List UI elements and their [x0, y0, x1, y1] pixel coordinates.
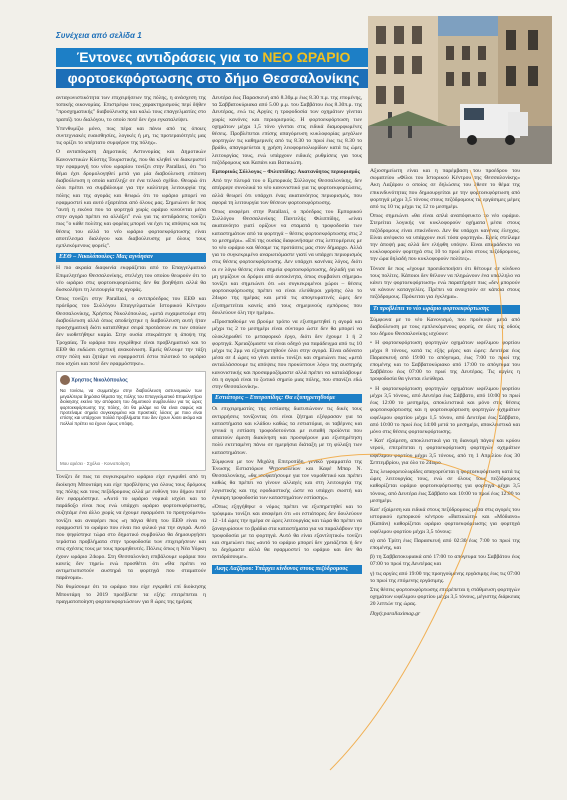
paragraph: Αξιοσημείωτη είναι και η παρέμβαση του προέδρου του σωματείου «Φίλοι του Ιστορικού Κέντρου της Θεσσαλονίκης» Ακη Λαζάρου ο οποίος σε δηλώσεις του έθεσε το θέμα της επικινδυνότητας που δημιουργείται με την φορτοεκφόρτωση από φορτηγά μέχρι 3,5 τόνους στους πεζόδρομους τις εργάσιμες μέρες από τις 10 τις μέχρι τις 12 το μεσημέρι.: [370, 168, 520, 211]
paragraph: ανταγωνιστικότητα των επιχειρήσεων της πόλης, η ανάσχεση της τοπικής οικονομίας. Επιστρέφω τους χαρακτηρισμούς περί δήθεν "προσχηματικής" διαβούλευσης και καλώ τους επαγγελματίες στο τραπέζι του διαλόγου, το οποίο ποτέ δεν έχω εγκαταλείψει.: [56, 95, 206, 123]
post-reactions: Μου αρέσει · Σχόλιο · Κοινοποίηση: [60, 461, 130, 467]
paragraph: Οι επιχειρηματίες της εστίασης διατυπώνουν τις δικές τους αντιρρήσεις τονίζοντας ότι είναι ζήτημα εξέφρασαν για τα καταστήματα και κλάδου καθώς τα εστιατόρια, οι ταβέρνες και γενικά η εστίαση τροφοδοτούνται με ευπαθή προϊόντα που απαιτούν άμεση διακίνηση και προσφέρουν μια εξυπηρέτηση πολύ εκτεταμένη πάνω σε ημερήσια διάταξη με τη φύλαξη των καταστημάτων.: [212, 406, 362, 456]
continuation-note: Συνέχεια από σελίδα 1: [56, 31, 142, 40]
paragraph: Η πιο ακραία διαφωνία εκφράζεται από το Επαγγελματικό Επιμελητήριο Θεσσαλονίκης, στελέχη του οποίου θεωρούν ότι το νέο ωράριο στις φορτοεκφορτώσεις δεν θα βοηθήσει αλλά θα δυσκολέψει τη λειτουργία της αγοράς.: [56, 265, 206, 294]
subheading: Ακης Λαζάρου: Υπάρχει κίνδυνος στους πεζόδρομους: [212, 565, 362, 574]
paragraph: • Η φορτοεκφόρτωση φορτηγών οχημάτων ωφέλιμου φορτίου μέχρι 8 τόνους, κατά τις εξής μέρες και ώρες: Δευτέρα έως Παρασκευή από 19:00 το απόγευμα, έως 7:00 το πρωί της επομένης και το Σαββατοκύριακο από 17:00 το απόγευμα του Σαββάτου έως 07:00 το πρωί της Δευτέρας. Τις αργίες η τροφοδοσία θα γίνεται ελεύθερα.: [370, 340, 520, 383]
paragraph: • Κατ' εξαίρεση, αποκλειστικά για τη διανομή πάγου και κρύου νερού, επιτρέπεται η φορτοεκφόρτωση φορτηγών οχημάτων ωφέλιμου φορτίου μέχρι 3,5 τόνους, από τη 1 Απριλίου έως 30 Σεπτεμβρίου, για όλο το 24ωρο.: [370, 438, 520, 466]
paragraph: γ) τις αργίες από 19:00 της προηγούμενης εργάσιμης έως τις 07:00 το πρωί της επόμενης εργάσιμης.: [370, 570, 520, 584]
source-credit: Πηγή:parallaximag.gr: [370, 610, 421, 617]
paragraph: Στις λεωφορειολωρίδες απαγορεύεται η φορτοεκφόρτωση κατά τις ώρες λειτουργίας τους, ενώ σε όλους τους πεζόδρομους καθορίζεται ωράριο φορτοεκφόρτωσης για φορτηγά μέχρι 3,5 τόνους, από Δευτέρα έως Σάββατο και 10:00 το πρωί έως 12:00 το μεσημέρι.: [370, 468, 520, 504]
paragraph: Τονίζει δε πως τα συγκεκριμένο ωράριο είχε εγκριθεί από τη διοίκηση Μπουτάρη και είχε προβλέψεις για όλους τους δρόμους της πόλης και τους πεζόδρομους αλλά με ευθύνη του δήμου ποτέ δεν εφαρμόστηκε. «Αυτό το ωράριο νομικά ισχύει και το παράδοξο είναι πως ενώ υπάρχει ωράριο φορτοεκφόρτωσης, συζητάμε ένα άλλο χωρίς να έχουμε εφαρμόσει το προηγούμενο» τονίζει και αναφέρει πως «η πάγια θέση του ΕΕΘ είναι να εφαρμοστεί το ωράριο που είναι πιο φιλικό για την αγορά. Αυτό που ψηφίστηκε τώρα στο δημοτικό συμβούλιο θα δημιουργήσει τεράστια προβλήματα στην τροφοδοσία των επιχειρήσεων και στις σχέσεις τους με τους προμηθευτές. Πόλεις όπως η Νέα Υόρκη έχουν ωράριο 24ωρο. Στη Θεσσαλονίκη επιβάλουμε ωράρια που κανείς δεν τηρεί» ενώ προσθέτει ότι «Θα πρέπει να αντιμετωπιστούν αυστηρά τα φορτηγά που σταματούν παράνομα».: [56, 474, 206, 582]
subheading: Εστιάτορες – Επιτροπίδης: Θα εξυπηρετηθούμε: [212, 394, 362, 403]
post-author: Χρηστος Νικολόπουλος: [71, 377, 128, 384]
paragraph: • Η φορτοεκφόρτωση φορτηγών οχημάτων ωφέλιμου φορτίου μέχρι 3,5 τόνους, από Δευτέρα έως Σάββατο, από 10:00 το πρωί έως 12:00 το μεσημέρι, αποκλειστικά και μόνο στις θέσεις φορτοεκφόρτωσης και η φορτοεκφόρτωση φορτηγών οχημάτων ωφέλιμου φορτίου μέχρι 1,5 τόνου, από Δευτέρα έως Σάββατο, από 10:00 το πρωί έως 14:00 μετά το μεσημέρι, αποκλειστικά και μόνο στις θέσεις φορτοεκφόρτωσης.: [370, 385, 520, 435]
paragraph: Δευτέρα έως Παρασκευή από 8.30μ.μ έως 8.30 π.μ. της επομένης, τα Σαββατοκύριακα από 5.00 μ.μ. του Σαββάτου έως 8.30π.μ. της Δευτέρας, ενώ τις Αργίες η τροφοδοσία των οχημάτων γίνεται χωρίς κανόνες και περιορισμούς. Η φορτοεκφόρτωση των οχημάτων μέχρι 1,5 τόνο γίνεται στις ειδικά διαμορφωμένες θέσεις. Προβλέπεται επίσης απαγόρευση κυκλοφορίας μεγάλων φορτηγών τις καθημερινές από τις 8.30 το πρωί έως τις 8.30 το βράδυ, απαγορεύεται η χρήση λεωφορειολωρίδων κατά τις ώρες λειτουργίας τους, ενώ υπάρχουν ειδικές ρυθμίσεις για τους πεζόδρομους και Καπάνι και Βατικιώτη.: [212, 95, 362, 166]
post-text: Να τονίσω, να συμμετέχω στην διαβούλευση αστυνομικών των μεγαλύτερα δημόσια θέματα της πόλης του Επαγγελματικό Επιμελητήριο διοίκησης εκείνο την απόφαση του δημοτικού συμβουλίου για τις ώρες φορτοεκφόρτωσης της πόλης, ότι θα μιλάμε να θα είναι σαφώς και προτείναμε σημεία συγκεκριμένα και πρακτικές λύσεις με ποιο είναι επίσης και υπάρχουν πολλά προβλήματα που δεν έχουν λύσει ακόμα και πολλοί πρέπει να έχουν όμως υπόψη.: [60, 388, 202, 426]
paragraph: Σύμφωνα με τον Μιχάλη Επιτροπίδη, γενικό γραμματέα της Ένωσης Εστιατόρων Ψητοπωλείων και Καφέ Μπαρ Ν. Θεσσαλονίκης, «θα ισοφατήσουμε για τον νομοθετικό και πρέπει καθώς θα πρέπει να γίνουν αλλαγές και στη λειτουργία της λογιστικής και της εφοδιαστικής ώστε να υπάρχει σωστή και έγκαιρη τροφοδοσία των καταστημάτων εστίασης».: [212, 458, 362, 501]
paragraph: «Όπως εξηγήθηκε ο νόμος πρέπει να εξυπηρετηθεί και το τρόφιμα» τονίζει και αναφέρει ότι «οι εστιάτορες δεν δουλεύουν 12 -14 ώρες την ημέρα σε ώρες λειτουργίας και τώρα θα πρέπει να ξαναγυρίσουν το βράδια στα καταστήματα για να παραλάβουν την τροφοδοσία με τα φορτηγά. Αυτό θα είναι εξαντλητικό» τονίζει και σημειώνει πως «αυτό το ωράριο μπορεί δεν χρειάζεται ή δεν το δεχόμαστε αλλά θα εφαρμοστεί το ωράριο και δεν θα αντιδράσουμε».: [212, 503, 362, 561]
paragraph: Τόνισε δε πως «έχουμε προειδοποιήσει ότι θέτουμε σε κίνδυνο τους πολίτες. Κάποιοι δεν θέλουν να πληρώνουν ένα υπάλληλο να κάνει την φορτοεκφόρτωση» ενώ παρατήρησε πως «δεν μπορούν να κάνουν καταγγελίες. Πρέπει να ανοιχτούν σε κάποια στους πεζόδρομους. Πρόκειται για έγκλημα».: [370, 265, 520, 301]
title-highlight: ΝΕΟ ΩΡΑΡΙΟ: [262, 49, 351, 65]
paragraph: Όπως σημειώνει «θα είναι απλά αναπόφευκτο το νέο ωράριο. Στερείται λογικής να κυκλοφορούν οχήματα μέσα στους πεζόδρομους είναι επικίνδυνο. Δεν θα υπάρχει κανένας έλεγχος. Είναι ανέφικτο να υπάρχουν εκεί τόσα φορτηγά». Εμείς στείλαμε την άποψή μας αλλά δεν ελήφθη υπόψιν. Είναι απαράδεκτο να κυκλοφορούν φορτηγά στις 10 το πρωί μέσα στους πεζόδρομους, την ώρα δηλαδή που κυκλοφορούν πολίτες».: [370, 213, 520, 263]
title-line-2: φορτοεκφόρτωσης στο δήμο Θεσσαλονίκης: [56, 69, 371, 88]
title-text-a: Έντονες αντιδράσεις για το: [76, 49, 263, 65]
subheading: ΕΕΘ – Νικολόπουλος: Μας αγνόησαν: [56, 253, 206, 262]
subheading: Τι προβλέπει το νέο ωράριο φορτοεκφόρτωσης: [370, 305, 520, 314]
paragraph: Υπενθυμίζω μόνο, πως πέρα και πάνω από τις όποιες συντεχνιακές ευαισθησίες, λογικές ή μη, τις προτεραιότητές μας τις ορίζει το υπέρτατο συμφέρον της πόλης».: [56, 125, 206, 147]
paragraph: Στις θέσεις φορτοεκφόρτωσης επιτρέπεται η στάθμευση φορτηγών οχημάτων ωφέλιμου φορτίου μέχρι 3,5 τόνους, μέγιστης διάρκειας 20 λεπτών της ώρας.: [370, 586, 520, 608]
paragraph: Σύμφωνα με το νέο Κανονισμό, που προέκυψε μετά από διαβούλευση με τους εμπλεκόμενους φορείς, σε όλες τις οδούς του δήμου Θεσσαλονίκης ισχύουν:: [370, 316, 520, 338]
paragraph: Ο ανταπόκριση Δημοτικός Αστυνομίας και Δημοτικών Κανονιστικών Κύστης Τουριστικής, που θα κληθεί να διακεριστεί την εφαρμογή του νέου ωραρίου τονίζει στην Parallaxi, ότι "το θέμα έχει δρομολογηθεί μετά για μία διαβούλευση επίπονη διαβούλευση η οποία κατέληξε σε ένα τελικό σχέδιο. Θεωρώ ότι όλοι πρέπει να συμβάλουμε για την καλύτερη λειτουργία της πόλης και της αγοράς και θεωρώ ότι το ωράριο μπορεί να εφαρμοστεί και αυτό εξαρτάται από όλους μας. Σημειώνει δε πως "αυτή η εικόνα που τα φορτηγά χωρίς ωράριο κινούνται μέσα στην αγορά πρέπει να αλλάξει" ενώ για τις αντιδράσεις τονίζει πως "ο κάθε πολίτης και φορέας μπορεί να έχει τις απόψεις και τις θέσεις του αλλά το νέο ωράριο φορτοεκφόρτωσης είναι αποτέλεσμα διαλόγου και διαβούλευσης με όλους τους εμπλεκόμενους φορείς".: [56, 149, 206, 250]
bold-heading: Εμπορικός Σύλλογος – Φιλιππίδης: Ακατανόητος περιορισμός: [212, 169, 360, 176]
paragraph: α) από Τρίτη έως Παρασκευή από 02:30 έως 7:00 το πρωί της επομένης, και: [370, 537, 520, 551]
paragraph: β) τη Σαββατοκυριακά από 17:00 το απόγευμα του Σαββάτου έως 07:00 το πρωί της Δευτέρας και: [370, 554, 520, 568]
paragraph: Από την πλευρά του ο Εμπορικός Σύλλογος Θεσσαλονίκης, δεν απέρριψε συνολικά το νέο κανονιστικό για τις φορτοεκφορτώσεις, αλλά θεωρεί ότι υπάρχει ένας ακατανόητος περιορισμός, που αφορά τη λειτουργία των θέσεων φορτοεκφόρτωσης.: [212, 178, 362, 206]
paragraph: Όπως τονίζει στην Parallaxi, ο αντιπρόεδρος του ΕΕΘ και πρόεδρος του Συλλόγου Επαγγελματιών Ιστορικού Κέντρου Θεσσαλονίκης, Χρήστος Νικολόπουλος, «μετά ευχαριστούμε στη διαβούλευση αλλά όπως αποδείχτηκε η διαβούλευση αυτή ήταν προσχηματική διότι κατατέθηκε σειρά προτάσεων εκ των οποίων δεν υιοθετήθηκε καμία. Στην ουσία επικράτησε η άποψη της Τροχαίας. Το ωράριο που εγκρίθηκε είναι προβληματικό και το ΕΕΘ θα εκδώσει σχετική ανακοίνωση. Εμείς θέλουμε την τάξη στην πόλη και ζητάμε να εφαρμοστεί έστω πιλοτικό το ωράριο που ισχύει και ποτέ δεν εφαρμόστηκε».: [56, 296, 206, 368]
paragraph: «Προσπαθούμε να βρούμε τρόπο να εξυπηρετηθεί η αγορά και μέχρι τις 2 το μεσημέρι είναι σύντομο ώστε δεν θα μπορεί να ολοκληρωθεί το μεταφορικό έργο, διότι δεν έχουμε 1 ή 2 φορτηγά. Χρειαζόμαστε να είναι οδηγό για παράδειγμα από τις 10 μέχρι τις 2μμ να εξυπηρετηθούν όλοι στην αγορά. Είναι αδύνατο μέσα σε 4 ώρες να γίνει αυτό» τονίζει και σημειώνει πως «μετά ανταλλάσσουμε τις απόψεις που προκύπτουν λόγω της αυστηρής κανονιστικής και προσαρμοζόμαστε αλλά πρέπει να καταλάβουμε ότι η αγορά είναι το ζωτικό σημείο μιας πόλης, που σπανίζει εδώ στην Θεσσαλονίκη».: [212, 319, 362, 390]
paragraph: Να θυμίσουμε ότι το ωράριο που είχε εγκριθεί επί διοίκησης Μπουτάρη το 2019 προέβλεπε τα εξής: επιτρέπεται η πραγματοποίηση φορτοεκφορτώσεων για 8 ώρες της ημέρας: [56, 584, 206, 605]
paragraph: Όπως αναφέρει στην Parallaxi, ο πρόεδρος του Εμπορικού Συλλόγου Θεσσαλονίκης Παντελής Φιλιππίδης, «είναι ακατανόητο γιατί ορίζουν να σταματά η τροφοδοσία των καταστημάτων από τα φορτηγά – θέσεις φορτοεκφόρτωσης στις 2 το μεσημέρι». «Επί της ουσίας διαφωνήσαμε στις λεπτομέρειες με το νέο ωράριο και θέσαμε τις προτάσεις μας στον δήμαρχο. Αλλά για το συγκεκριμένο αναρωτιόμαστε γιατί να υπάρχει περιορισμός στις θέσεις φορτοεκφόρτωσης. Δεν υπάρχει κανένας λόγος, διότι οι εν λόγω θέσεις είναι σημεία φορτοεκφόρτωσης, δηλαδή για να μη γεμίζουν οι δρόμοι από αυτοκίνητα, όπως συμβαίνει σήμερα» τονίζει και σημειώνει ότι «οι συγκεκριμένοι χώροι – θέσεις φορτοεκφόρτωσης πρέπει να είναι ελεύθεροι χρήσης όλο το 24ωρο της ημέρας και μετά τις απογευματινές ώρες δεν εξυπηρετείται κανείς από τους σημερινούς εμπόρους που δουλεύουν όλη την ημέρα».: [212, 209, 362, 316]
paragraph: Κατ' εξαίρεση και ειδικά στους πεζόδρομους μέσα στις αγορές του ιστορικού εμπορικού κέντρου «Βατικιώτη» και «Μόδιανο» (Καπάνι) καθορίζεται ωράριο φορτοεκφόρτωσης για φορτηγά ωφέλιμου φορτίου μέχρι 3,5 τόνους:: [370, 506, 520, 535]
